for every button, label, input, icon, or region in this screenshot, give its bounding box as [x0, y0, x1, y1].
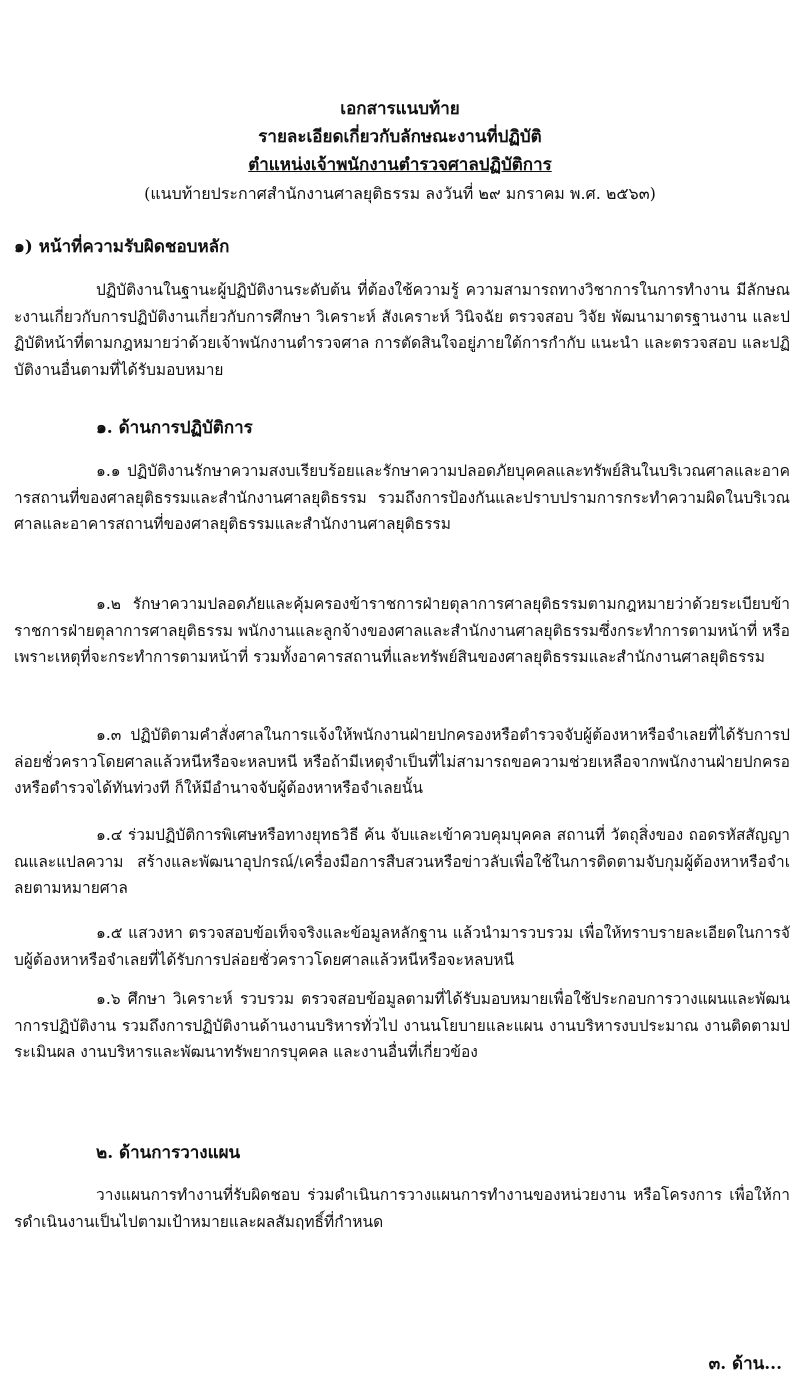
operations-item-1-4 [14, 822, 790, 902]
planning-text [14, 1182, 790, 1235]
doc-subtitle-announcement: (แนบท้ายประกาศสำนักงานศาลยุติธรรม ลงวันที่ ๒๙ มกราคม พ.ศ. ๒๕๖๓) [144, 184, 656, 203]
section-1-intro [14, 277, 790, 383]
operations-item-text: ๑.๔ ร่วมปฏิบัติการพิเศษหรือทางยุทธวิธี ค้น จับและเข้าควบคุมบุคคล สถานที่ วัตถุสิ่งของ ถอดรหัสสัญญาณและแปลความ สร้างและพัฒนาอุปกรณ์/เครื่องมือการสืบสวนหรือข่าวลับเพื่อใช้ในการติดตามจับกุมผู้ต้องหาหรือจำเลยตามหมายศาล [14, 826, 790, 897]
operations-heading: ๑. ด้านการปฏิบัติการ [96, 418, 253, 438]
operations-item-text: ๑.๒ รักษาความปลอดภัยและคุ้มครองข้าราชการฝ่ายตุลาการศาลยุติธรรมตามกฎหมายว่าด้วยระเบียบข้าราชการฝ่ายตุลาการศาลยุติธรรม พนักงานและลูกจ้างของศาลและสำนักงานศาลยุติธรรมซึ่งกระทำการตามหน้าที่ หรือเพราะเหตุที่จะกระทำการตามหน้าที่ รวมทั้งอาคารสถานที่และทรัพย์สินของศาลยุติธรรมและสำนักงานศาลยุติธรรม [14, 595, 790, 666]
operations-item-text: ๑.๑ ปฏิบัติงานรักษาความสงบเรียบร้อยและรักษาความปลอดภัยบุคคลและทรัพย์สินในบริเวณศาลและอาคารสถานที่ของศาลยุติธรรมและสำนักงานศาลยุติธรรม รวมถึงการป้องกันและปราบปรามการกระทำความผิดในบริเวณศาลและอาคารสถานที่ของศาลยุติธรรมและสำนักงานศาลยุติธรรม [14, 462, 790, 533]
doc-title-attachment: เอกสารแนบท้าย [340, 99, 460, 119]
operations-item-1-6 [14, 986, 790, 1066]
operations-item-text: ๑.๖ ศึกษา วิเคราะห์ รวบรวม ตรวจสอบข้อมูลตามที่ได้รับมอบหมายเพื่อใช้ประกอบการวางแผนและพัฒนาการปฏิบัติงาน รวมถึงการปฏิบัติงานด้านงานบริหารทั่วไป งานนโยบายและแผน งานบริหารงบประมาณ งานติดตามประเมินผล งานบริหารและพัฒนาทรัพยากรบุคคล และงานอื่นที่เกี่ยวข้อง [14, 990, 790, 1061]
continuation-marker: ๓. ด้าน... [708, 1354, 782, 1374]
section-1-intro-text: ปฏิบัติงานในฐานะผู้ปฏิบัติงานระดับต้น ที่ต้องใช้ความรู้ ความสามารถทางวิชาการในการทำงาน มีลักษณะงานเกี่ยวกับการปฏิบัติงานเกี่ยวกับการศึกษา วิเคราะห์ สังเคราะห์ วินิจฉัย ตรวจสอบ วิจัย พัฒนามาตรฐานงาน และปฏิบัติหน้าที่ตามกฎหมายว่าด้วยเจ้าพนักงานตำรวจศาล การตัดสินใจอยู่ภายใต้การกำกับ แนะนำ และตรวจสอบ และปฏิบัติงานอื่นตามที่ได้รับมอบหมาย [14, 281, 790, 379]
planning-heading: ๒. ด้านการวางแผน [96, 1143, 241, 1163]
operations-item-1-1 [14, 458, 790, 538]
doc-title-job-details: รายละเอียดเกี่ยวกับลักษณะงานที่ปฏิบัติ [258, 127, 542, 147]
operations-item-1-3 [14, 722, 790, 802]
planning-text-body: วางแผนการทำงานที่รับผิดชอบ ร่วมดำเนินการวางแผนการทำงานของหน่วยงาน หรือโครงการ เพื่อให้การดำเนินงานเป็นไปตามเป้าหมายและผลสัมฤทธิ์ที่กำหนด [14, 1186, 790, 1231]
operations-item-1-2 [14, 591, 790, 671]
doc-title-position: ตำแหน่งเจ้าพนักงานตำรวจศาลปฏิบัติการ [248, 155, 552, 175]
operations-item-text: ๑.๓ ปฏิบัติตามคำสั่งศาลในการแจ้งให้พนักงานฝ่ายปกครองหรือตำรวจจับผู้ต้องหาหรือจำเลยที่ได้รับการปล่อยชั่วคราวโดยศาลแล้วหนีหรือจะหลบหนี หรือถ้ามีเหตุจำเป็นที่ไม่สามารถขอความช่วยเหลือจากพนักงานฝ่ายปกครองหรือตำรวจได้ทันท่วงที ก็ให้มีอำนาจจับผู้ต้องหาหรือจำเลยนั้น [14, 726, 790, 797]
operations-item-1-5 [14, 920, 790, 973]
operations-item-text: ๑.๕ แสวงหา ตรวจสอบข้อเท็จจริงและข้อมูลหลักฐาน แล้วนำมารวบรวม เพื่อให้ทราบรายละเอียดในการจับผู้ต้องหาหรือจำเลยที่ได้รับการปล่อยชั่วคราวโดยศาลแล้วหนีหรือจะหลบหนี [14, 924, 790, 969]
section-1-heading: ๑) หน้าที่ความรับผิดชอบหลัก [14, 237, 230, 257]
